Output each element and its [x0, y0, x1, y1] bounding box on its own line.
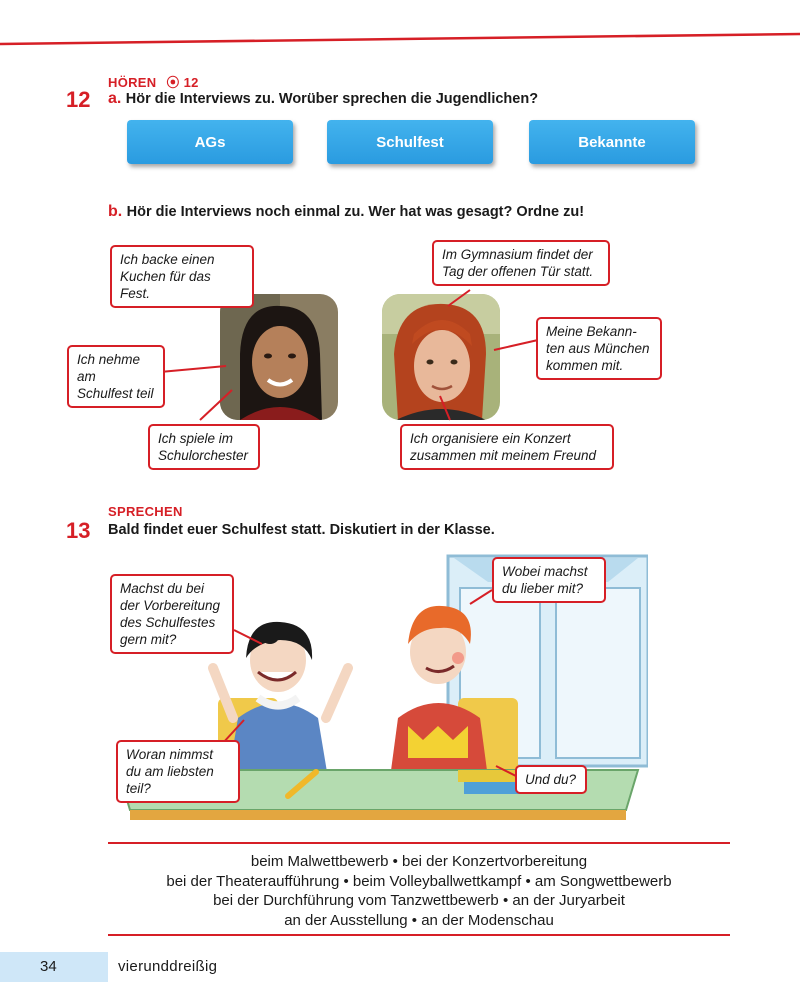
speech-bubble-vorbereitung: Machst du bei der Vorbereitung des Schulfestes gern mit?	[110, 574, 234, 654]
task-letter-b: b.	[108, 203, 123, 220]
photo-girl	[220, 294, 338, 420]
word-box-line: beim Malwettbewerb • bei der Konzertvorbereitung	[250, 853, 588, 870]
exercise-number-13: 13	[66, 518, 91, 543]
task-13-text: Bald findet euer Schulfest statt. Diskutiert in der Klasse.	[108, 522, 495, 538]
word-box-line: bei der Theateraufführung • beim Volleyballwettkampf • am Songwettbewerb	[166, 872, 672, 890]
option-button-schulfest[interactable]: Schulfest	[327, 120, 493, 164]
word-box	[108, 852, 730, 930]
task-12b	[108, 203, 584, 221]
speech-bubble-bekannte: Meine Bekann-ten aus München kommen mit.	[536, 317, 662, 380]
page-number: 34	[40, 958, 57, 975]
speech-bubble-woran: Woran nimmst du am liebsten teil?	[116, 740, 240, 803]
word-box-line: bei der Durchführung vom Tanzwettbewerb • an der Juryarbeit	[213, 892, 625, 909]
speech-bubble-konzert: Ich organisiere ein Konzert zusammen mit meinem Freund	[400, 424, 614, 470]
speech-bubble-wobei: Wobei machst du lieber mit?	[492, 557, 606, 603]
page-number-word: vierunddreißig	[118, 958, 218, 975]
audio-track-number: 12	[183, 75, 199, 90]
speech-bubble-schulfest: Ich nehme am Schulfest teil	[67, 345, 165, 408]
task-12a-text: Hör die Interviews zu. Worüber sprechen die Jugendlichen?	[125, 91, 539, 107]
option-button-ags[interactable]: AGs	[127, 120, 293, 164]
task-letter-a: a.	[108, 90, 122, 107]
word-box-line: an der Ausstellung • an der Modenschau	[284, 911, 554, 929]
section-label-sprechen: SPRECHEN	[108, 504, 183, 519]
photo-boy	[382, 294, 500, 420]
exercise-number-12: 12	[66, 87, 91, 112]
option-button-bekannte[interactable]: Bekannte	[529, 120, 695, 164]
audio-track-icon[interactable]: ⦿	[166, 75, 180, 90]
word-box-top-rule	[108, 842, 730, 844]
task-12b-text: Hör die Interviews noch einmal zu. Wer hat was gesagt? Ordne zu!	[126, 204, 585, 220]
speech-bubble-schulorchester: Ich spiele im Schulorchester	[148, 424, 260, 470]
speech-bubble-kuchen: Ich backe einen Kuchen für das Fest.	[110, 245, 254, 308]
speech-bubble-und-du: Und du?	[515, 765, 587, 794]
task-12a	[108, 90, 538, 108]
section-label-hoeren: HÖREN ⦿ 12	[108, 75, 199, 90]
speech-bubble-gymnasium: Im Gymnasium findet der Tag der offenen Tür statt.	[432, 240, 610, 286]
top-red-rule	[0, 0, 800, 46]
word-box-bottom-rule	[108, 934, 730, 936]
